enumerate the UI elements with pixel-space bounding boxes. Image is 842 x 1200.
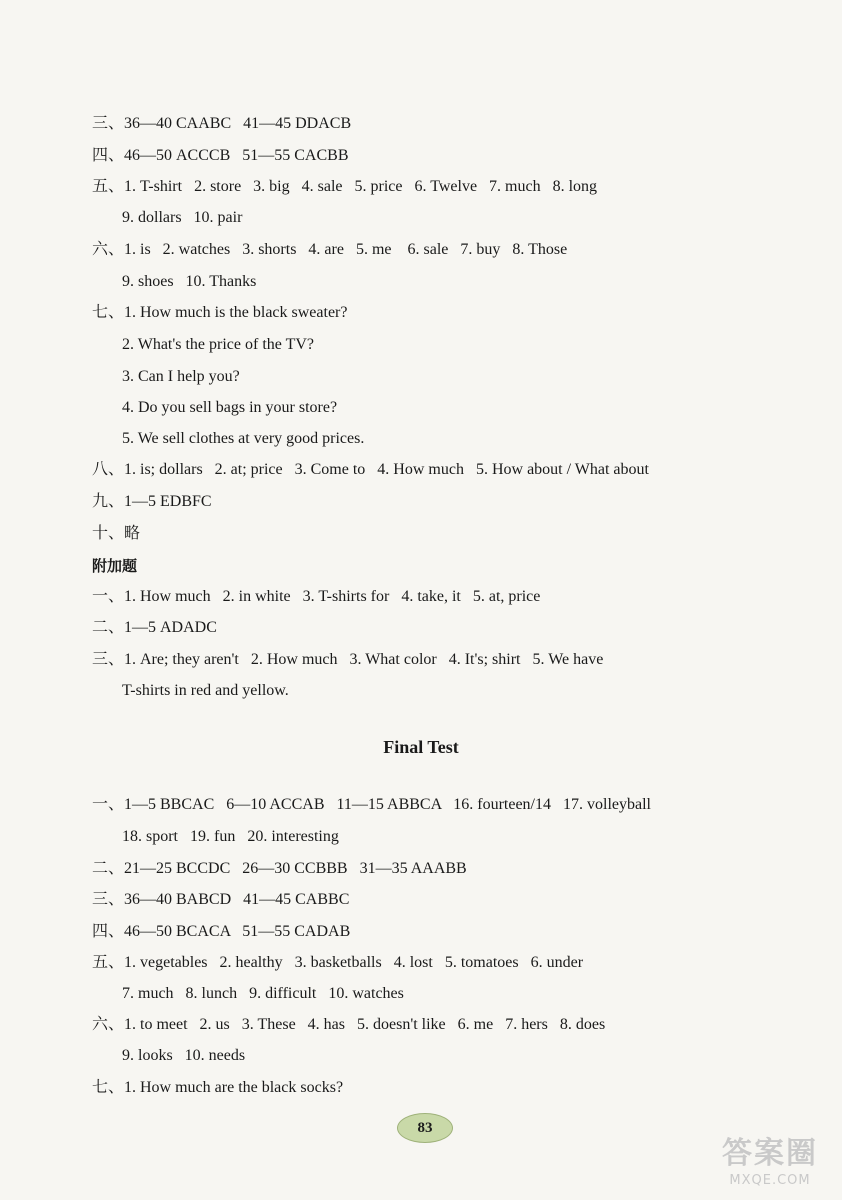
answer-line: 三、36—40 CAABC 41—45 DDACB [92, 115, 352, 132]
answer-line: 三、36—40 BABCD 41—45 CABBC [92, 891, 350, 908]
answer-line: 9. dollars 10. pair [122, 209, 243, 226]
answer-line: T-shirts in red and yellow. [122, 682, 289, 699]
answer-line: 4. Do you sell bags in your store? [122, 399, 338, 416]
answer-line: 六、1. is 2. watches 3. shorts 4. are 5. me 6. sale 7. buy 8. Those [92, 241, 568, 258]
answer-line: 9. shoes 10. Thanks [122, 273, 257, 290]
answer-line: 三、1. Are; they aren't 2. How much 3. What color 4. It's; shirt 5. We have [92, 651, 604, 668]
section-title: Final Test [383, 737, 459, 757]
answer-line: 八、1. is; dollars 2. at; price 3. Come to 4. How much 5. How about / What about [92, 461, 649, 478]
answer-line: 四、46—50 BCACA 51—55 CADAB [92, 923, 351, 940]
answer-line: 二、1—5 ADADC [92, 619, 217, 636]
page-number: 83 [397, 1113, 453, 1143]
watermark-logo-text: 答案圈 [722, 1136, 818, 1171]
answer-line: 3. Can I help you? [122, 368, 240, 385]
answer-line: 二、21—25 BCCDC 26—30 CCBBB 31—35 AAABB [92, 860, 467, 877]
answer-line: 18. sport 19. fun 20. interesting [122, 828, 339, 845]
answer-line: 七、1. How much is the black sweater? [92, 304, 348, 321]
answer-line: 五、1. vegetables 2. healthy 3. basketballs 4. lost 5. tomatoes 6. under [92, 954, 584, 971]
answer-line: 九、1—5 EDBFC [92, 493, 212, 510]
answer-line: 一、1—5 BBCAC 6—10 ACCAB 11—15 ABBCA 16. fourteen/14 17. volleyball [92, 796, 651, 813]
answer-line: 9. looks 10. needs [122, 1047, 246, 1064]
answer-line: 十、略 [92, 525, 141, 542]
answer-line: 2. What's the price of the TV? [122, 336, 315, 353]
watermark [700, 1135, 840, 1195]
answer-line: 六、1. to meet 2. us 3. These 4. has 5. doesn't like 6. me 7. hers 8. does [92, 1016, 606, 1033]
answer-line: 7. much 8. lunch 9. difficult 10. watches [122, 985, 404, 1002]
answer-line: 一、1. How much 2. in white 3. T-shirts for 4. take, it 5. at, price [92, 588, 541, 605]
section-heading: 附加题 [92, 557, 138, 575]
answer-line: 5. We sell clothes at very good prices. [122, 430, 365, 447]
answer-line: 五、1. T-shirt 2. store 3. big 4. sale 5. price 6. Twelve 7. much 8. long [92, 178, 598, 195]
watermark-url: MXQE.COM [729, 1173, 811, 1188]
answer-line: 四、46—50 ACCCB 51—55 CACBB [92, 147, 349, 164]
answer-line: 七、1. How much are the black socks? [92, 1079, 344, 1096]
